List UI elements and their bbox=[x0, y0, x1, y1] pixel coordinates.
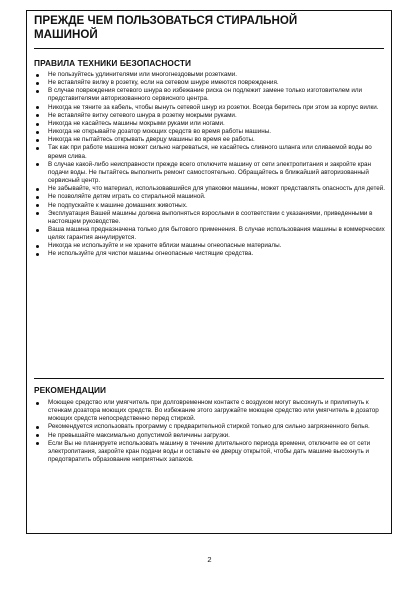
recommendations-list bbox=[34, 399, 386, 464]
bullet-icon bbox=[36, 253, 39, 256]
bullet-icon bbox=[36, 147, 39, 150]
list-item-text: Не превышайте максимально допустимой величины загрузки. bbox=[48, 431, 230, 439]
bullet-icon bbox=[36, 90, 39, 93]
list-item bbox=[34, 112, 386, 120]
list-item bbox=[34, 432, 386, 440]
list-item-text: Не пользуйтесь удлинителями или многогнездовыми розетками. bbox=[48, 71, 237, 78]
bullet-icon bbox=[36, 114, 39, 117]
recommendations-heading: РЕКОМЕНДАЦИИ bbox=[34, 385, 107, 395]
list-item-text: Никогда не открывайте дозатор моющих средств во время работы машины. bbox=[48, 128, 271, 136]
list-item bbox=[34, 71, 386, 79]
list-item bbox=[34, 144, 386, 160]
list-item-text: Эксплуатация Вашей машины должна выполняться взрослыми в соответствии с указаниями, приведенными в настоящем руководстве. bbox=[48, 209, 373, 225]
bullet-icon bbox=[36, 426, 39, 429]
page-number: 2 bbox=[207, 555, 212, 564]
list-item-text: В случае какой-либо неисправности прежде всего отключите машину от сети электропитания и закройте кран подачи воды. Не пытайтесь выполнить ремонт самостоятельно. Обращайтесь в ближайший авторизованный сервисный центр. bbox=[48, 160, 371, 185]
list-item-text: Не вставляйте вилку в розетку, если на сетевом шнуре имеются повреждения. bbox=[48, 79, 279, 87]
list-item bbox=[34, 440, 386, 464]
list-item bbox=[34, 193, 386, 201]
bullet-icon bbox=[36, 212, 39, 215]
safety-heading: ПРАВИЛА ТЕХНИКИ БЕЗОПАСНОСТИ bbox=[34, 58, 192, 68]
bullet-icon bbox=[36, 123, 39, 126]
bullet-icon bbox=[36, 245, 39, 248]
bullet-icon bbox=[36, 229, 39, 232]
bullet-icon bbox=[36, 74, 39, 77]
list-item bbox=[34, 161, 386, 185]
bullet-icon bbox=[36, 204, 39, 207]
list-item-text: Никогда не тяните за кабель, чтобы вынуть сетевой шнур из розетки. Всегда беритесь при этом за корпус вилки. bbox=[48, 103, 379, 111]
list-item bbox=[34, 202, 386, 210]
list-item-text: Никогда не используйте и не храните вблизи машины огнеопасные материалы. bbox=[48, 242, 282, 250]
list-item-text: Не вставляйте витку сетевого шнура в розетку мокрыми руками. bbox=[48, 111, 237, 119]
list-item-text: Никогда не пытайтесь открывать дверцу машины во время ее работы. bbox=[48, 136, 255, 144]
list-item bbox=[34, 210, 386, 226]
section-divider bbox=[34, 378, 384, 379]
list-item-text: Моющее средство или умягчитель при долговременном контакте с воздухом могут высохнуть и прилипнуть к стенкам дозатора моющих средств. Во избежание этого загружайте моющее средство или умягчитель в дозатор моющих средств непосредственно перед стиркой. bbox=[48, 399, 379, 423]
page-title: ПРЕЖДЕ ЧЕМ ПОЛЬЗОВАТЬСЯ СТИРАЛЬНОЙ МАШИНОЙ bbox=[34, 14, 298, 41]
safety-list bbox=[34, 71, 386, 259]
list-item-text: Ваша машина предназначена только для бытового применения. В случае использования машины в коммерческих целях гарантия аннулируется. bbox=[48, 225, 385, 242]
list-item-text: Так как при работе машина может сильно нагреваться, не касайтесь сливного шланга или сливаемой воды во время слива. bbox=[48, 144, 372, 160]
list-item-text: Никогда не касайтесь машины мокрыми руками или ногами. bbox=[48, 119, 225, 127]
bullet-icon bbox=[36, 434, 39, 437]
title-divider bbox=[34, 48, 384, 49]
list-item-text: Не позволяйте детям играть со стиральной машиной. bbox=[48, 193, 206, 201]
bullet-icon bbox=[36, 139, 39, 142]
bullet-icon bbox=[36, 402, 39, 405]
list-item bbox=[34, 87, 386, 103]
list-item-text: Рекомендуется использовать программу с предварительной стиркой только для сильно загрязненного белья. bbox=[48, 423, 370, 431]
list-item bbox=[34, 104, 386, 112]
bullet-icon bbox=[36, 106, 39, 109]
list-item-text: В случае повреждения сетевого шнура во избежание риска он подлежит замене только изготовителем или представителями авторизованного сервисного центра. bbox=[48, 87, 363, 103]
list-item-text: Не забывайте, что материал, использовавшийся для упаковки машины, может представлять опасность для детей. bbox=[48, 185, 386, 193]
list-item-text: Не используйте для чистки машины огнеопасные чистящие средства. bbox=[48, 250, 254, 258]
bullet-icon bbox=[36, 163, 39, 166]
list-item bbox=[34, 250, 386, 258]
bullet-icon bbox=[36, 82, 39, 85]
list-item bbox=[34, 226, 386, 242]
bullet-icon bbox=[36, 442, 39, 445]
list-item bbox=[34, 423, 386, 431]
list-item-text: Если Вы не планируете использовать машину в течение длительного периода времени, отключите ее от сети электропитания, закройте кран подачи воды и оставьте ее дверцу открытой, чтобы дать машине высохнуть и предотвратить образование неприятных запахов. bbox=[48, 439, 371, 464]
list-item-text: Не подпускайте к машине домашних животных. bbox=[48, 201, 188, 209]
list-item bbox=[34, 120, 386, 128]
list-item bbox=[34, 399, 386, 423]
bullet-icon bbox=[36, 131, 39, 134]
bullet-icon bbox=[36, 196, 39, 199]
bullet-icon bbox=[36, 188, 39, 191]
